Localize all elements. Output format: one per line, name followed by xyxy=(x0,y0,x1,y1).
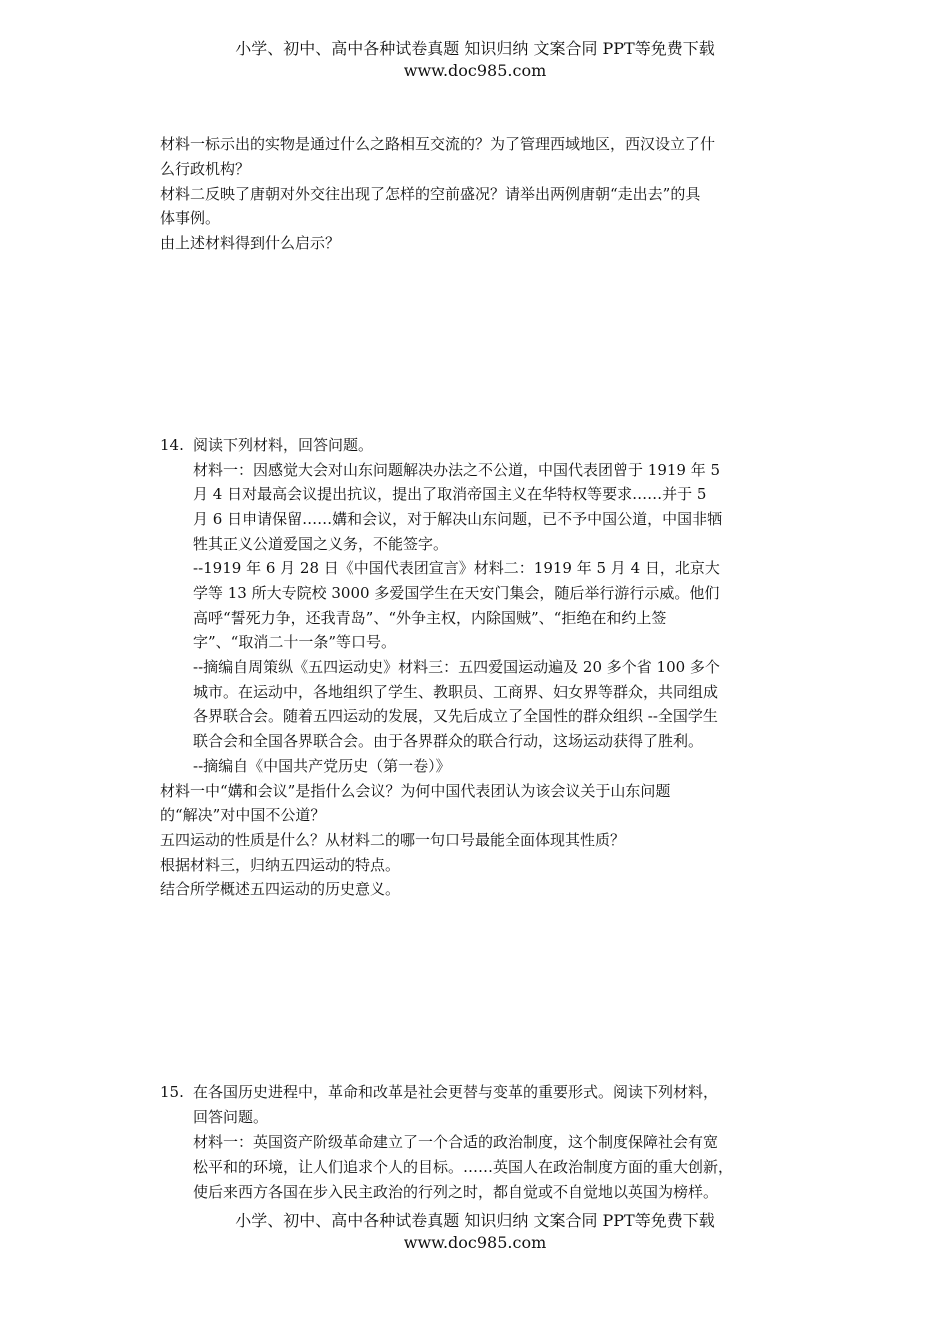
q15-title-line: 在各国历史进程中，革命和改革是社会更替与变革的重要形式。阅读下列材料， xyxy=(193,1083,719,1101)
q14-material-line: 联合会和全国各界联合会。由于各界群众的联合行动，这场运动获得了胜利。 xyxy=(193,732,704,750)
page-header xyxy=(0,38,950,82)
q14-title: 阅读下列材料，回答问题。 xyxy=(193,436,374,454)
page-footer xyxy=(0,1210,950,1254)
header-url: www.doc985.com xyxy=(403,61,547,80)
q15-material-line: 松平和的环境，让人们追求个人的目标。……英国人在政治制度方面的重大创新， xyxy=(193,1158,734,1176)
q14-material-line: 城市。在运动中，各地组织了学生、教职员、工商界、妇女界等群众，共同组成 xyxy=(193,683,719,701)
q14-question-line: 结合所学概述五四运动的历史意义。 xyxy=(160,880,401,898)
q13-line: 由上述材料得到什么启示？ xyxy=(160,234,341,252)
q14-material-line: 月 4 日对最高会议提出抗议，提出了取消帝国主义在华特权等要求……并于 5 xyxy=(193,485,707,503)
q14-question-line: 材料一中“媾和会议”是指什么会议？为何中国代表团认为该会议关于山东问题 xyxy=(160,782,671,800)
footer-url: www.doc985.com xyxy=(403,1233,547,1252)
q14-material-line: 月 6 日申请保留……媾和会议，对于解决山东问题，已不予中国公道，中国非牺 xyxy=(193,510,723,528)
q14-question-line: 五四运动的性质是什么？从材料二的哪一句口号最能全面体现其性质？ xyxy=(160,831,626,849)
header-line-1: 小学、初中、高中各种试卷真题 知识归纳 文案合同 PPT等免费下载 xyxy=(235,39,715,58)
q14-number: 14. xyxy=(160,436,184,454)
q13-line: 体事例。 xyxy=(160,209,221,227)
q14-material-line: 字”、“取消二十一条”等口号。 xyxy=(193,633,397,651)
q14-material-line: --摘编自周策纵《五四运动史》材料三：五四爱国运动遍及 20 多个省 100 多个 xyxy=(193,658,720,676)
q15-number: 15. xyxy=(160,1083,184,1101)
q13-line: 材料二反映了唐朝对外交往出现了怎样的空前盛况？请举出两例唐朝“走出去”的具 xyxy=(160,185,701,203)
q14-material-line: 牲其正义公道爱国之义务，不能签字。 xyxy=(193,535,449,553)
q14-material-line: 材料一：因感觉大会对山东问题解决办法之不公道，中国代表团曾于 1919 年 5 xyxy=(193,461,721,479)
q14-question-line: 的“解决”对中国不公道？ xyxy=(160,806,326,824)
q15-material-line: 材料一：英国资产阶级革命建立了一个合适的政治制度，这个制度保障社会有宽 xyxy=(193,1133,719,1151)
q14-material-line: 高呼“誓死力争，还我青岛”、“外争主权，内除国贼”、“拒绝在和约上签 xyxy=(193,609,667,627)
q14-question-line: 根据材料三，归纳五四运动的特点。 xyxy=(160,856,401,874)
q14-material-line: --1919 年 6 月 28 日《中国代表团宣言》材料二：1919 年 5 月 4 日，北京大 xyxy=(193,559,720,577)
q15-title-line: 回答问题。 xyxy=(193,1108,269,1126)
q15-material-line: 使后来西方各国在步入民主政治的行列之时，都自觉或不自觉地以英国为榜样。 xyxy=(193,1183,719,1201)
q14-material-line: --摘编自《中国共产党历史（第一卷）》 xyxy=(193,757,451,775)
q14-material-line: 各界联合会。随着五四运动的发展，又先后成立了全国性的群众组织 --全国学生 xyxy=(193,707,718,725)
q13-line: 么行政机构？ xyxy=(160,160,251,178)
q13-line: 材料一标示出的实物是通过什么之路相互交流的？为了管理西域地区，西汉设立了什 xyxy=(160,135,716,153)
q14-material-line: 学等 13 所大专院校 3000 多爱国学生在天安门集会，随后举行游行示威。他们 xyxy=(193,584,720,602)
footer-line-1: 小学、初中、高中各种试卷真题 知识归纳 文案合同 PPT等免费下载 xyxy=(235,1211,715,1230)
